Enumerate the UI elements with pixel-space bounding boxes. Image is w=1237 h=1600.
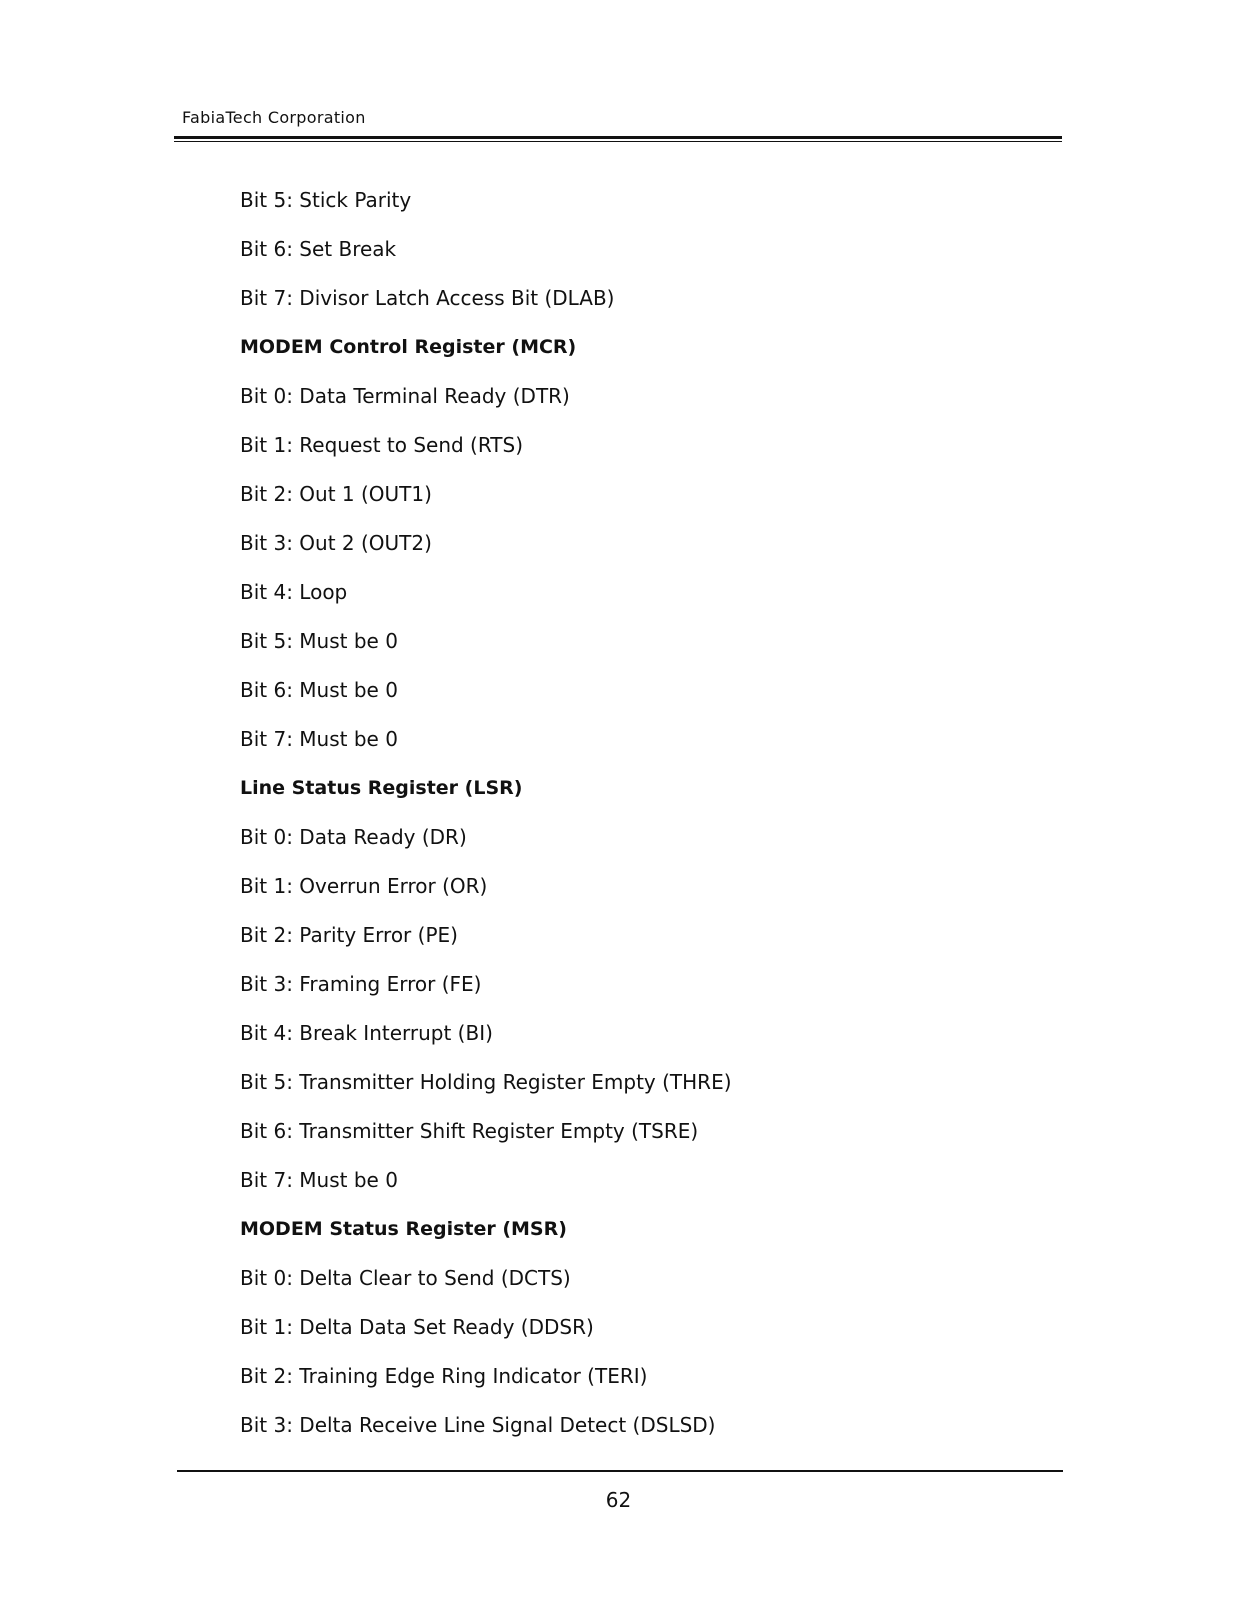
running-header: FabiaTech Corporation	[182, 108, 366, 127]
bit-description: Bit 3: Framing Error (FE)	[240, 972, 482, 996]
bit-description: Bit 5: Stick Parity	[240, 188, 412, 212]
bit-description: Bit 1: Delta Data Set Ready (DDSR)	[240, 1315, 594, 1339]
bit-description: Bit 5: Must be 0	[240, 629, 398, 653]
page-number: 62	[605, 1488, 632, 1512]
bit-description: Bit 2: Parity Error (PE)	[240, 923, 458, 947]
bit-description: Bit 5: Transmitter Holding Register Empty (THRE)	[240, 1070, 732, 1094]
register-bit-list	[240, 186, 732, 1460]
bit-description: Bit 4: Loop	[240, 580, 348, 604]
bit-description: Bit 2: Out 1 (OUT1)	[240, 482, 432, 506]
section-heading: Line Status Register (LSR)	[240, 777, 523, 799]
bit-description: Bit 7: Must be 0	[240, 727, 398, 751]
section-heading: MODEM Control Register (MCR)	[240, 336, 577, 358]
section-heading: MODEM Status Register (MSR)	[240, 1218, 567, 1240]
bit-description: Bit 7: Divisor Latch Access Bit (DLAB)	[240, 286, 615, 310]
bit-description: Bit 3: Delta Receive Line Signal Detect (DSLSD)	[240, 1413, 716, 1437]
header-rule-thin	[174, 141, 1062, 142]
footer-rule	[177, 1470, 1063, 1472]
bit-description: Bit 7: Must be 0	[240, 1168, 398, 1192]
bit-description: Bit 6: Transmitter Shift Register Empty (TSRE)	[240, 1119, 699, 1143]
bit-description: Bit 1: Request to Send (RTS)	[240, 433, 524, 457]
bit-description: Bit 4: Break Interrupt (BI)	[240, 1021, 493, 1045]
bit-description: Bit 6: Set Break	[240, 237, 397, 261]
bit-description: Bit 3: Out 2 (OUT2)	[240, 531, 432, 555]
bit-description: Bit 0: Data Ready (DR)	[240, 825, 467, 849]
bit-description: Bit 0: Delta Clear to Send (DCTS)	[240, 1266, 571, 1290]
bit-description: Bit 6: Must be 0	[240, 678, 398, 702]
bit-description: Bit 0: Data Terminal Ready (DTR)	[240, 384, 570, 408]
bit-description: Bit 2: Training Edge Ring Indicator (TERI)	[240, 1364, 648, 1388]
bit-description: Bit 1: Overrun Error (OR)	[240, 874, 488, 898]
header-rule	[174, 136, 1062, 139]
